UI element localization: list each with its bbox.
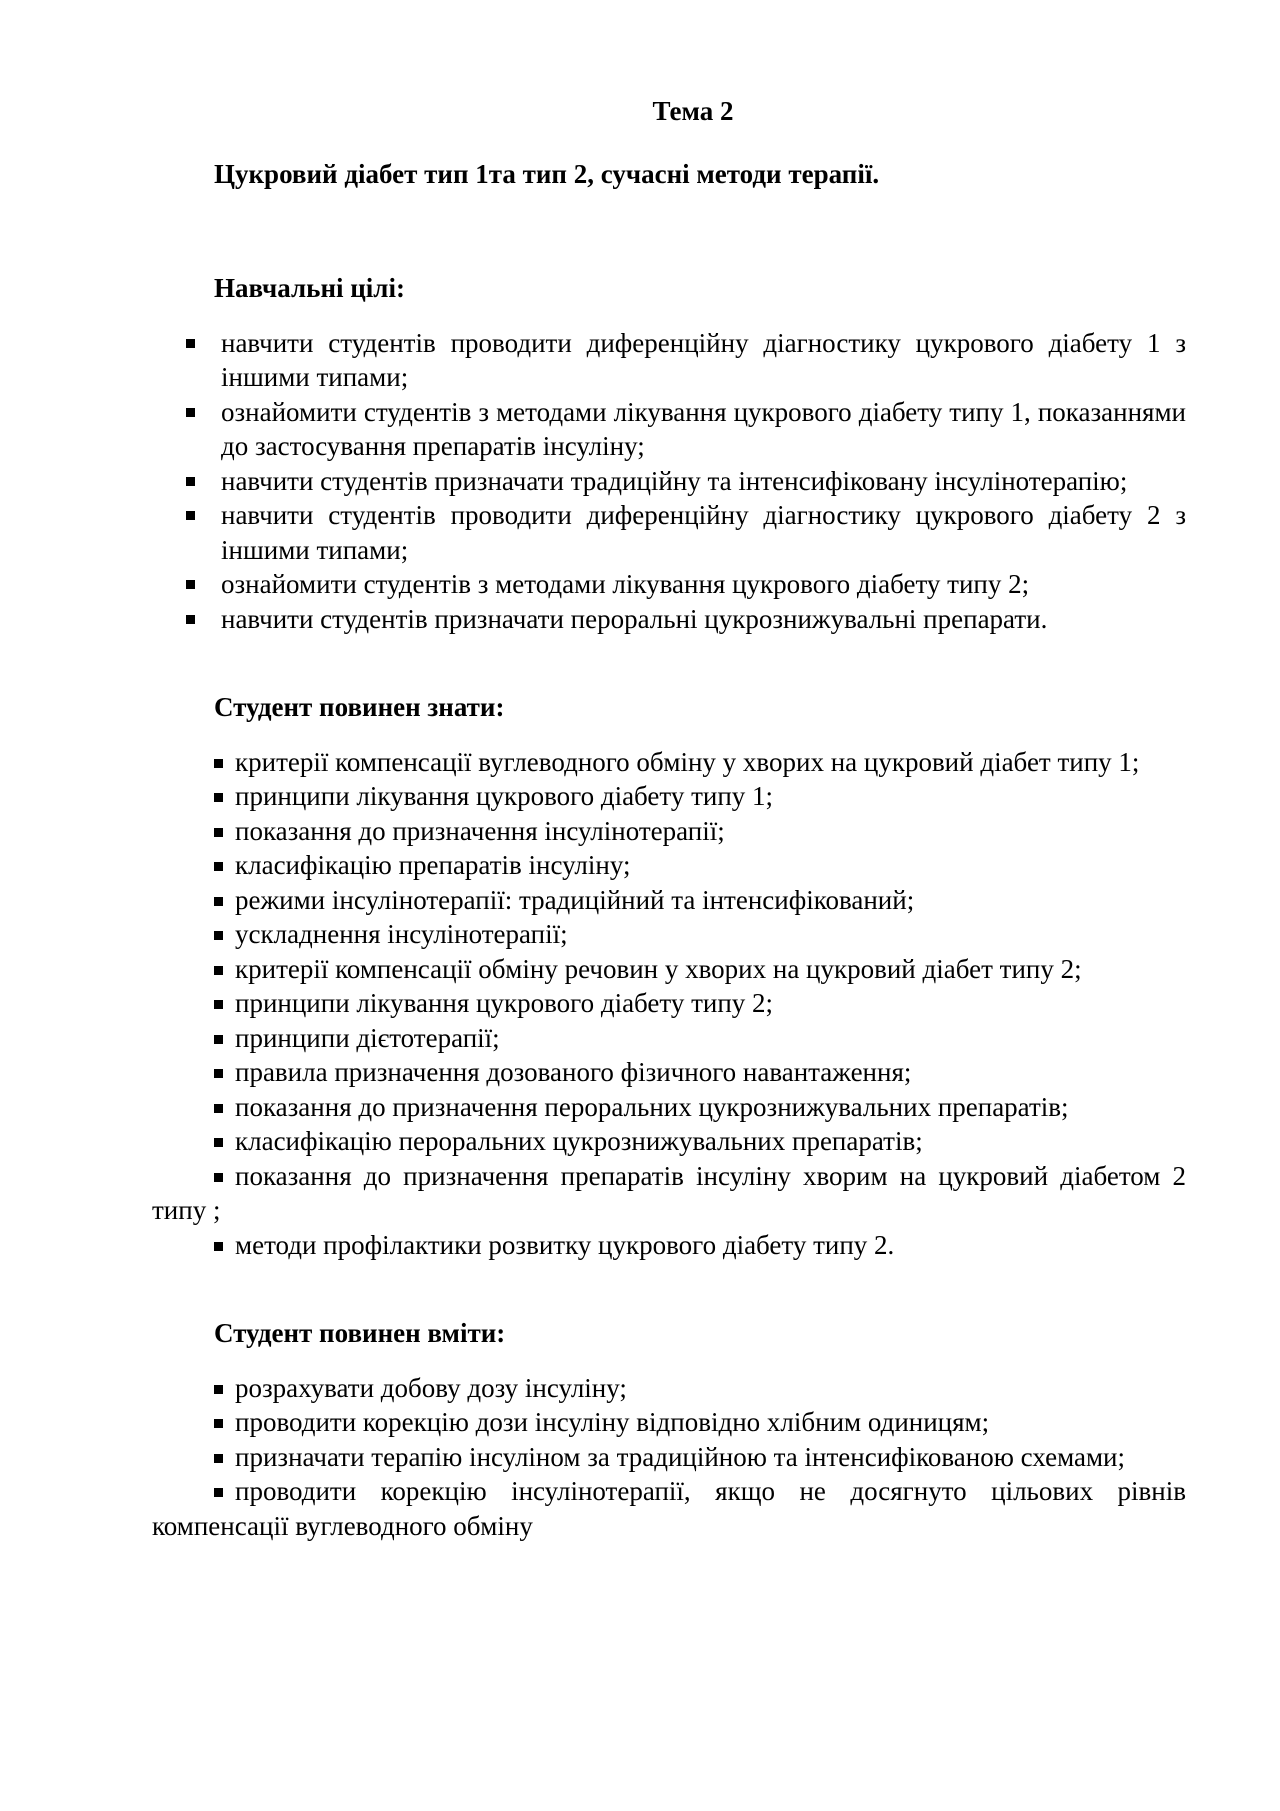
skill-item-text: розрахувати добову дозу інсуліну; bbox=[235, 1372, 627, 1403]
skill-item bbox=[152, 1371, 1186, 1406]
bullet-square-icon bbox=[214, 897, 223, 906]
document-title: Цукровий діабет тип 1та тип 2, сучасні методи терапії. bbox=[214, 158, 880, 189]
know-item bbox=[152, 1021, 1186, 1056]
goals-heading: Навчальні цілі: bbox=[214, 273, 405, 303]
know-item-text: критерії компенсації вуглеводного обміну у хворих на цукровий діабет типу 1; bbox=[235, 746, 1140, 777]
bullet-square-icon bbox=[214, 1242, 223, 1251]
know-item bbox=[152, 745, 1186, 780]
know-item bbox=[152, 986, 1186, 1021]
know-item-text: показання до призначення препаратів інсуліну хворим на цукровий діабетом 2 типу ; bbox=[152, 1160, 1186, 1225]
know-heading: Студент повинен знати: bbox=[214, 692, 505, 722]
know-item bbox=[152, 952, 1186, 987]
know-item bbox=[152, 814, 1186, 849]
know-list bbox=[152, 745, 1186, 1263]
skill-item bbox=[152, 1405, 1186, 1440]
skill-item bbox=[152, 1474, 1186, 1543]
bullet-square-icon bbox=[214, 1419, 223, 1428]
know-item bbox=[152, 1090, 1186, 1125]
goal-item: ознайомити студентів з методами лікування цукрового діабету типу 2; bbox=[221, 567, 1186, 602]
know-item bbox=[152, 848, 1186, 883]
know-item bbox=[152, 883, 1186, 918]
bullet-square-icon bbox=[214, 1385, 223, 1394]
goal-item: навчити студентів призначати традиційну та інтенсифіковану інсулінотерапію; bbox=[221, 464, 1186, 499]
skill-item-text: призначати терапію інсуліном за традиційною та інтенсифікованою схемами; bbox=[235, 1441, 1125, 1472]
bullet-square-icon bbox=[214, 759, 223, 768]
bullet-square-icon bbox=[214, 862, 223, 871]
bullet-square-icon bbox=[214, 1104, 223, 1113]
goal-item: навчити студентів проводити диференційну діагностику цукрового діабету 2 з іншими типами; bbox=[221, 498, 1186, 567]
know-item-text: показання до призначення інсулінотерапії; bbox=[235, 815, 725, 846]
goal-item: ознайомити студентів з методами лікування цукрового діабету типу 1, показаннями до застосування препаратів інсуліну; bbox=[221, 395, 1186, 464]
know-item-text: принципи дієтотерапії; bbox=[235, 1022, 500, 1053]
goal-item: навчити студентів призначати пероральні цукрознижувальні препарати. bbox=[221, 602, 1186, 637]
goal-item: навчити студентів проводити диференційну діагностику цукрового діабету 1 з іншими типами; bbox=[221, 326, 1186, 395]
bullet-square-icon bbox=[214, 966, 223, 975]
know-item bbox=[152, 1228, 1186, 1263]
know-item-text: класифікацію пероральних цукрознижувальних препаратів; bbox=[235, 1126, 923, 1156]
skill-item-text: проводити корекцію інсулінотерапії, якщо не досягнуто цільових рівнів компенсації вуглеводного обміну bbox=[152, 1476, 1186, 1541]
bullet-square-icon bbox=[214, 1173, 223, 1182]
know-item-text: принципи лікування цукрового діабету типу 2; bbox=[235, 988, 774, 1018]
bullet-square-icon bbox=[214, 1035, 223, 1044]
know-item-text: принципи лікування цукрового діабету типу 1; bbox=[235, 781, 774, 811]
skill-item bbox=[152, 1440, 1186, 1475]
topic-title: Тема 2 bbox=[652, 96, 734, 126]
bullet-square-icon bbox=[214, 1488, 223, 1497]
know-item bbox=[152, 1159, 1186, 1228]
know-item-text: критерії компенсації обміну речовин у хворих на цукровий діабет типу 2; bbox=[235, 953, 1082, 984]
know-item-text: режими інсулінотерапії: традиційний та інтенсифікований; bbox=[235, 884, 915, 915]
know-item bbox=[152, 917, 1186, 952]
know-item bbox=[152, 1055, 1186, 1090]
bullet-square-icon bbox=[214, 793, 223, 802]
goals-list bbox=[152, 326, 1186, 637]
bullet-square-icon bbox=[214, 931, 223, 940]
skill-item-text: проводити корекцію дози інсуліну відповідно хлібним одиницям; bbox=[235, 1407, 990, 1437]
know-item-text: показання до призначення пероральних цукрознижувальних препаратів; bbox=[235, 1091, 1069, 1122]
skills-list bbox=[152, 1371, 1186, 1544]
know-item-text: ускладнення інсулінотерапії; bbox=[235, 919, 568, 949]
bullet-square-icon bbox=[214, 1454, 223, 1463]
know-item bbox=[152, 779, 1186, 814]
know-item-text: правила призначення дозованого фізичного навантаження; bbox=[235, 1057, 912, 1087]
skills-heading: Студент повинен вміти: bbox=[214, 1318, 506, 1348]
bullet-square-icon bbox=[214, 828, 223, 837]
know-item-text: класифікацію препаратів інсуліну; bbox=[235, 850, 631, 880]
bullet-square-icon bbox=[214, 1138, 223, 1147]
know-item bbox=[152, 1124, 1186, 1159]
know-item-text: методи профілактики розвитку цукрового діабету типу 2. bbox=[235, 1229, 895, 1260]
bullet-square-icon bbox=[214, 1000, 223, 1009]
bullet-square-icon bbox=[214, 1069, 223, 1078]
